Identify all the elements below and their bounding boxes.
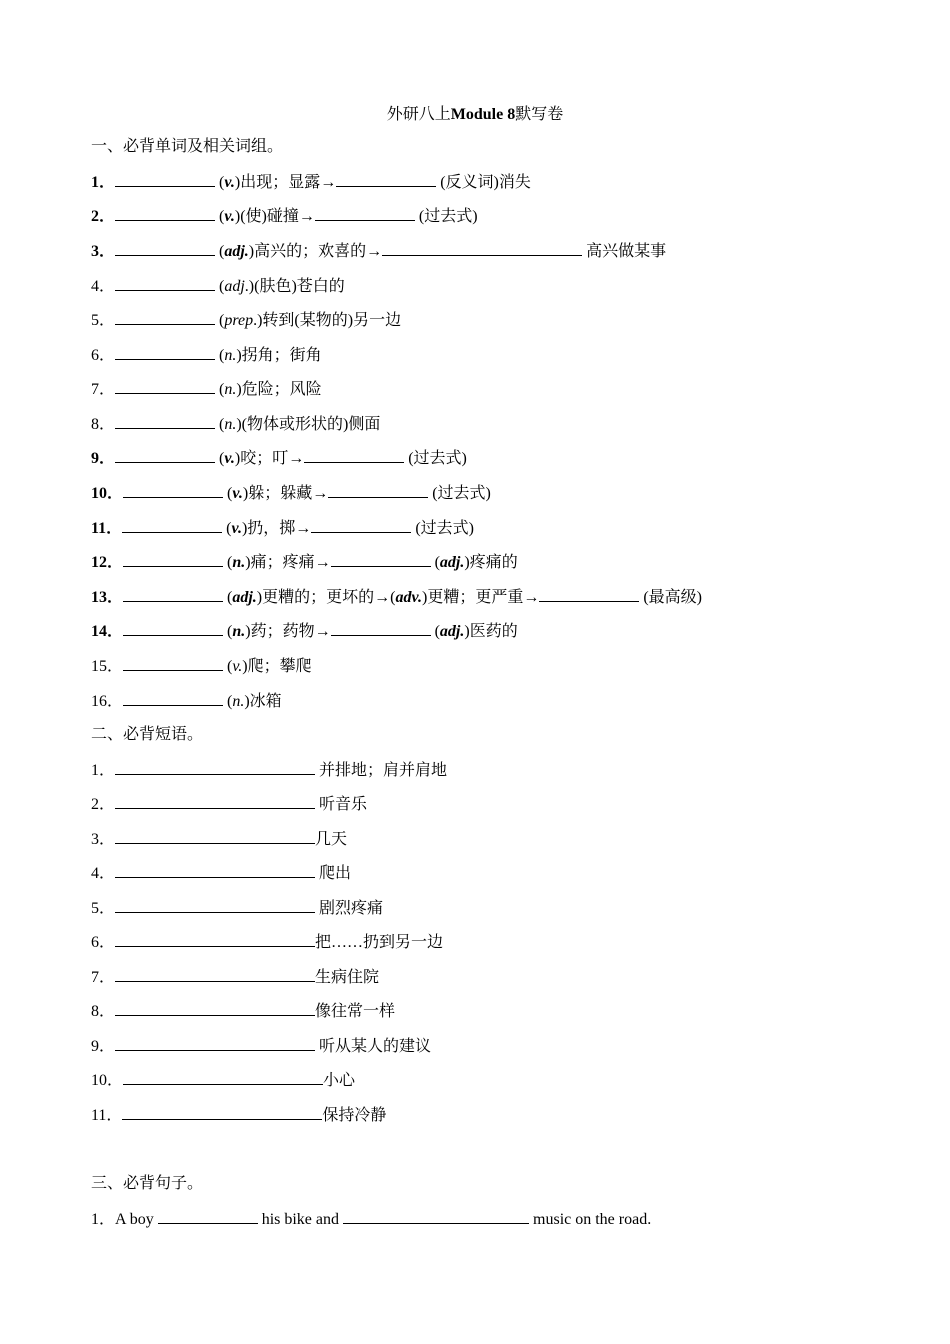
answer-blank[interactable] (122, 1104, 322, 1120)
answer-blank[interactable] (115, 966, 315, 982)
answer-blank[interactable] (115, 309, 215, 325)
phrase-item-11: 11． 保持冷静 (91, 1104, 386, 1127)
section-heading-phrases: 二、必背短语。 (91, 726, 204, 743)
answer-blank[interactable] (311, 517, 411, 533)
answer-blank[interactable] (331, 551, 431, 567)
answer-blank[interactable] (115, 240, 215, 256)
answer-blank[interactable] (115, 205, 215, 221)
answer-blank[interactable] (115, 447, 215, 463)
phrase-item-4: 4． 爬出 (91, 862, 351, 885)
answer-blank[interactable] (539, 586, 639, 602)
phrase-item-8: 8． 像往常一样 (91, 1000, 395, 1023)
answer-blank[interactable] (123, 1069, 323, 1085)
word-item-1: 1． (v.)出现；显露→ (反义词)消失 (91, 171, 531, 194)
word-item-13: 13． (adj.)更糟的；更坏的→(adv.)更糟；更严重→ (最高级) (91, 586, 702, 609)
word-item-12: 12． (n.)痛；疼痛→ (adj.)疼痛的 (91, 551, 518, 574)
answer-blank[interactable] (123, 655, 223, 671)
answer-blank[interactable] (115, 931, 315, 947)
phrase-item-3: 3． 几天 (91, 828, 347, 851)
phrase-item-6: 6． 把……扔到另一边 (91, 931, 443, 954)
word-item-11: 11． (v.)扔，掷→ (过去式) (91, 517, 474, 540)
word-item-6: 6． (n.)拐角；街角 (91, 344, 322, 367)
answer-blank[interactable] (123, 482, 223, 498)
answer-blank[interactable] (336, 171, 436, 187)
answer-blank[interactable] (382, 240, 582, 256)
answer-blank[interactable] (315, 205, 415, 221)
phrase-item-10: 10． 小心 (91, 1069, 355, 1092)
answer-blank[interactable] (115, 275, 215, 291)
word-item-10: 10． (v.)躲；躲藏→ (过去式) (91, 482, 491, 505)
answer-blank[interactable] (123, 690, 223, 706)
phrase-item-1: 1． 并排地；肩并肩地 (91, 759, 447, 782)
answer-blank[interactable] (328, 482, 428, 498)
word-item-3: 3． (adj.)高兴的；欢喜的→ 高兴做某事 (91, 240, 666, 263)
phrase-item-5: 5． 剧烈疼痛 (91, 897, 383, 920)
answer-blank[interactable] (343, 1208, 529, 1224)
page-title: 外研八上Module 8默写卷 (386, 106, 564, 123)
answer-blank[interactable] (115, 828, 315, 844)
word-item-16: 16． (n.)冰箱 (91, 690, 282, 713)
word-item-5: 5． (prep.)转到(某物的)另一边 (91, 309, 401, 332)
phrase-item-9: 9． 听从某人的建议 (91, 1035, 431, 1058)
answer-blank[interactable] (115, 897, 315, 913)
word-item-9: 9． (v.)咬；叮→ (过去式) (91, 447, 467, 470)
answer-blank[interactable] (123, 620, 223, 636)
word-item-2: 2． (v.)(使)碰撞→ (过去式) (91, 205, 478, 228)
answer-blank[interactable] (115, 759, 315, 775)
phrase-item-7: 7． 生病住院 (91, 966, 379, 989)
answer-blank[interactable] (115, 344, 215, 360)
answer-blank[interactable] (115, 793, 315, 809)
answer-blank[interactable] (331, 620, 431, 636)
word-item-4: 4． (adj.)(肤色)苍白的 (91, 275, 345, 298)
answer-blank[interactable] (115, 862, 315, 878)
section-heading-sentences: 三、必背句子。 (91, 1175, 204, 1192)
sentence-item-1: 1．A boy his bike and music on the road. (91, 1208, 651, 1231)
answer-blank[interactable] (304, 447, 404, 463)
answer-blank[interactable] (122, 517, 222, 533)
answer-blank[interactable] (115, 1000, 315, 1016)
answer-blank[interactable] (115, 378, 215, 394)
answer-blank[interactable] (123, 551, 223, 567)
answer-blank[interactable] (115, 171, 215, 187)
answer-blank[interactable] (115, 413, 215, 429)
word-item-7: 7． (n.)危险；风险 (91, 378, 322, 401)
answer-blank[interactable] (123, 586, 223, 602)
word-item-14: 14． (n.)药；药物→ (adj.)医药的 (91, 620, 518, 643)
answer-blank[interactable] (158, 1208, 258, 1224)
word-item-15: 15． (v.)爬；攀爬 (91, 655, 312, 678)
section-heading-words: 一、必背单词及相关词组。 (91, 138, 284, 155)
word-item-8: 8． (n.)(物体或形状的)侧面 (91, 413, 380, 436)
answer-blank[interactable] (115, 1035, 315, 1051)
phrase-item-2: 2． 听音乐 (91, 793, 367, 816)
